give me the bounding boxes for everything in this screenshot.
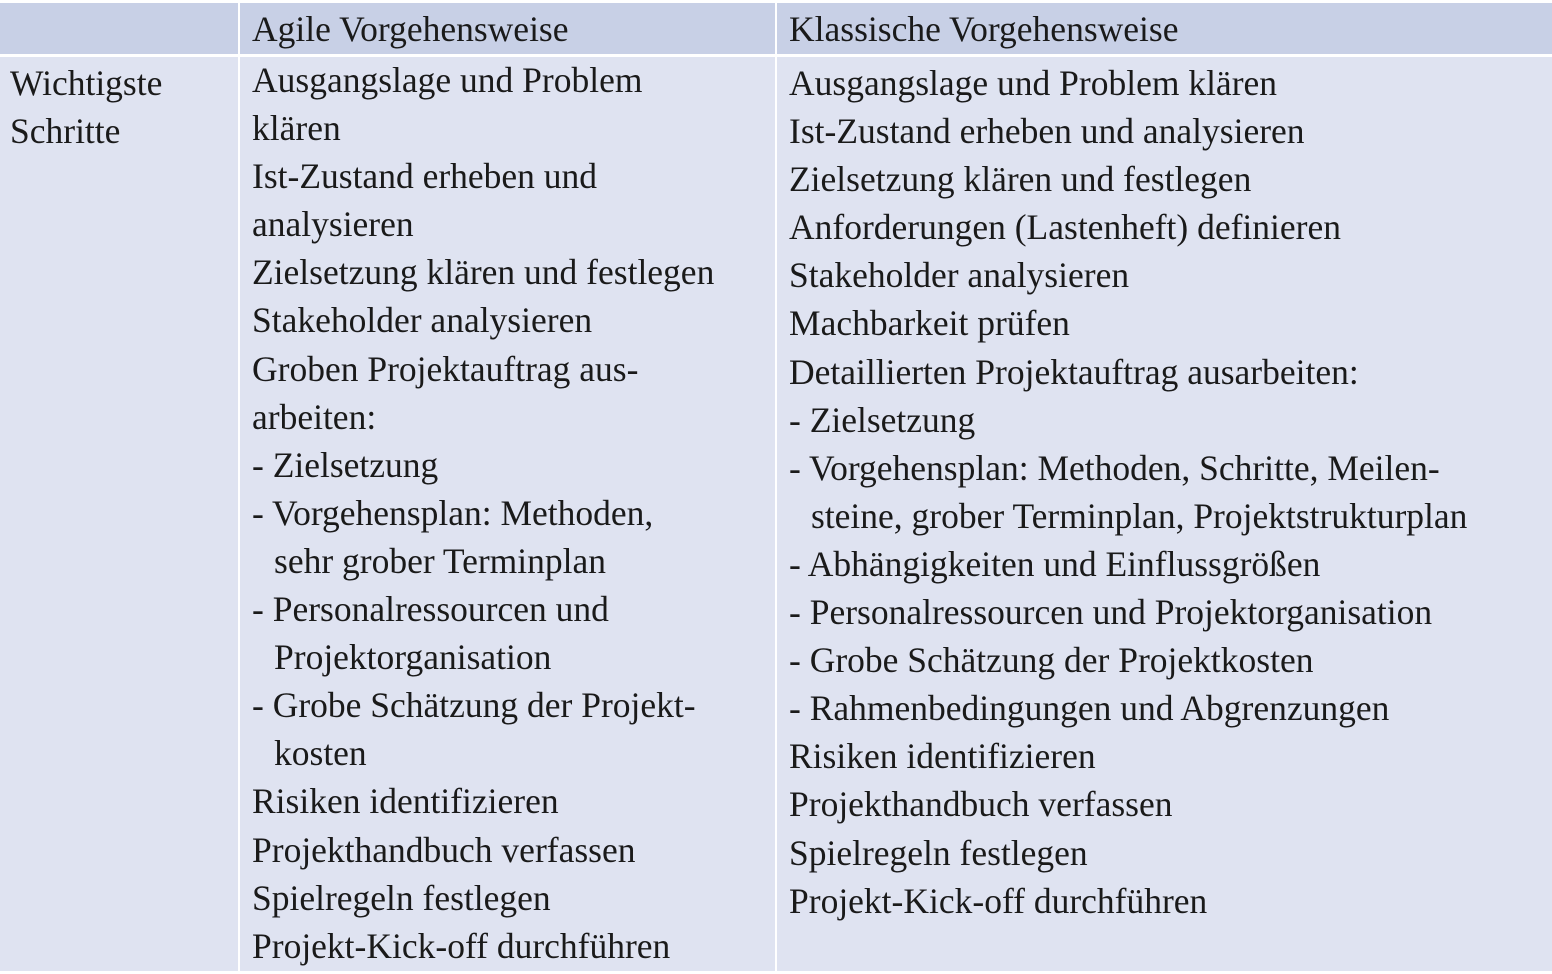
column-divider-2 <box>775 3 777 971</box>
agile-step: - Grobe Schätzung der Projekt- <box>252 685 696 726</box>
agile-step: kosten <box>274 733 367 774</box>
classic-step: Zielsetzung klären und festlegen <box>789 159 1252 200</box>
agile-step: Risiken identifizieren <box>252 781 559 822</box>
classic-step: Anforderungen (Lastenheft) definieren <box>789 207 1341 248</box>
row-label-line: Wichtigste <box>10 63 163 103</box>
classic-steps-cell <box>789 59 1467 925</box>
agile-step: Projektorganisation <box>274 637 552 678</box>
agile-step: Groben Projektauftrag aus- <box>252 348 639 389</box>
agile-step: sehr grober Terminplan <box>274 540 607 581</box>
classic-step: Projekt-Kick-off durchführen <box>789 880 1208 921</box>
agile-step: - Personalressourcen und <box>252 589 609 630</box>
classic-step: - Grobe Schätzung der Projektkosten <box>789 640 1314 681</box>
row-label-cell <box>10 59 162 155</box>
classic-step: - Abhängigkeiten und Einflussgrößen <box>789 543 1321 584</box>
classic-step: - Zielsetzung <box>789 399 976 440</box>
agile-step: - Vorgehensplan: Methoden, <box>252 492 654 533</box>
classic-step: Stakeholder analysieren <box>789 255 1130 296</box>
classic-step: Risiken identifizieren <box>789 736 1096 777</box>
agile-step: Spielregeln festlegen <box>252 877 551 918</box>
agile-step: analysieren <box>252 204 414 245</box>
agile-step: Stakeholder analysieren <box>252 300 593 341</box>
agile-step: Ausgangslage und Problem <box>252 60 643 100</box>
classic-step: Machbarkeit prüfen <box>789 303 1070 344</box>
column-divider-1 <box>238 3 240 971</box>
row-label-line: Schritte <box>10 111 121 152</box>
classic-step: Ist-Zustand erheben und analysieren <box>789 111 1305 152</box>
agile-step: arbeiten: <box>252 396 377 437</box>
classic-step: Ausgangslage und Problem klären <box>789 63 1278 103</box>
agile-step: klären <box>252 108 341 149</box>
agile-step: Projekt-Kick-off durchführen <box>252 925 671 966</box>
classic-step: steine, grober Terminplan, Projektstrukturplan <box>811 495 1468 536</box>
classic-step: - Vorgehensplan: Methoden, Schritte, Meilen- <box>789 447 1440 488</box>
agile-step: Projekthandbuch verfassen <box>252 829 636 870</box>
agile-step: - Zielsetzung <box>252 444 439 485</box>
classic-step: Projekthandbuch verfassen <box>789 784 1173 825</box>
agile-step: Zielsetzung klären und festlegen <box>252 252 715 293</box>
classic-step: - Personalressourcen und Projektorganisation <box>789 592 1433 633</box>
agile-step: Ist-Zustand erheben und <box>252 156 598 197</box>
header-agile: Agile Vorgehensweise <box>252 9 569 49</box>
classic-step: Spielregeln festlegen <box>789 832 1088 873</box>
classic-step: - Rahmenbedingungen und Abgrenzungen <box>789 688 1390 729</box>
agile-steps-cell <box>252 56 714 970</box>
comparison-table <box>0 3 1552 971</box>
header-classic: Klassische Vorgehensweise <box>789 9 1179 49</box>
classic-step: Detaillierten Projektauftrag ausarbeiten: <box>789 351 1359 392</box>
